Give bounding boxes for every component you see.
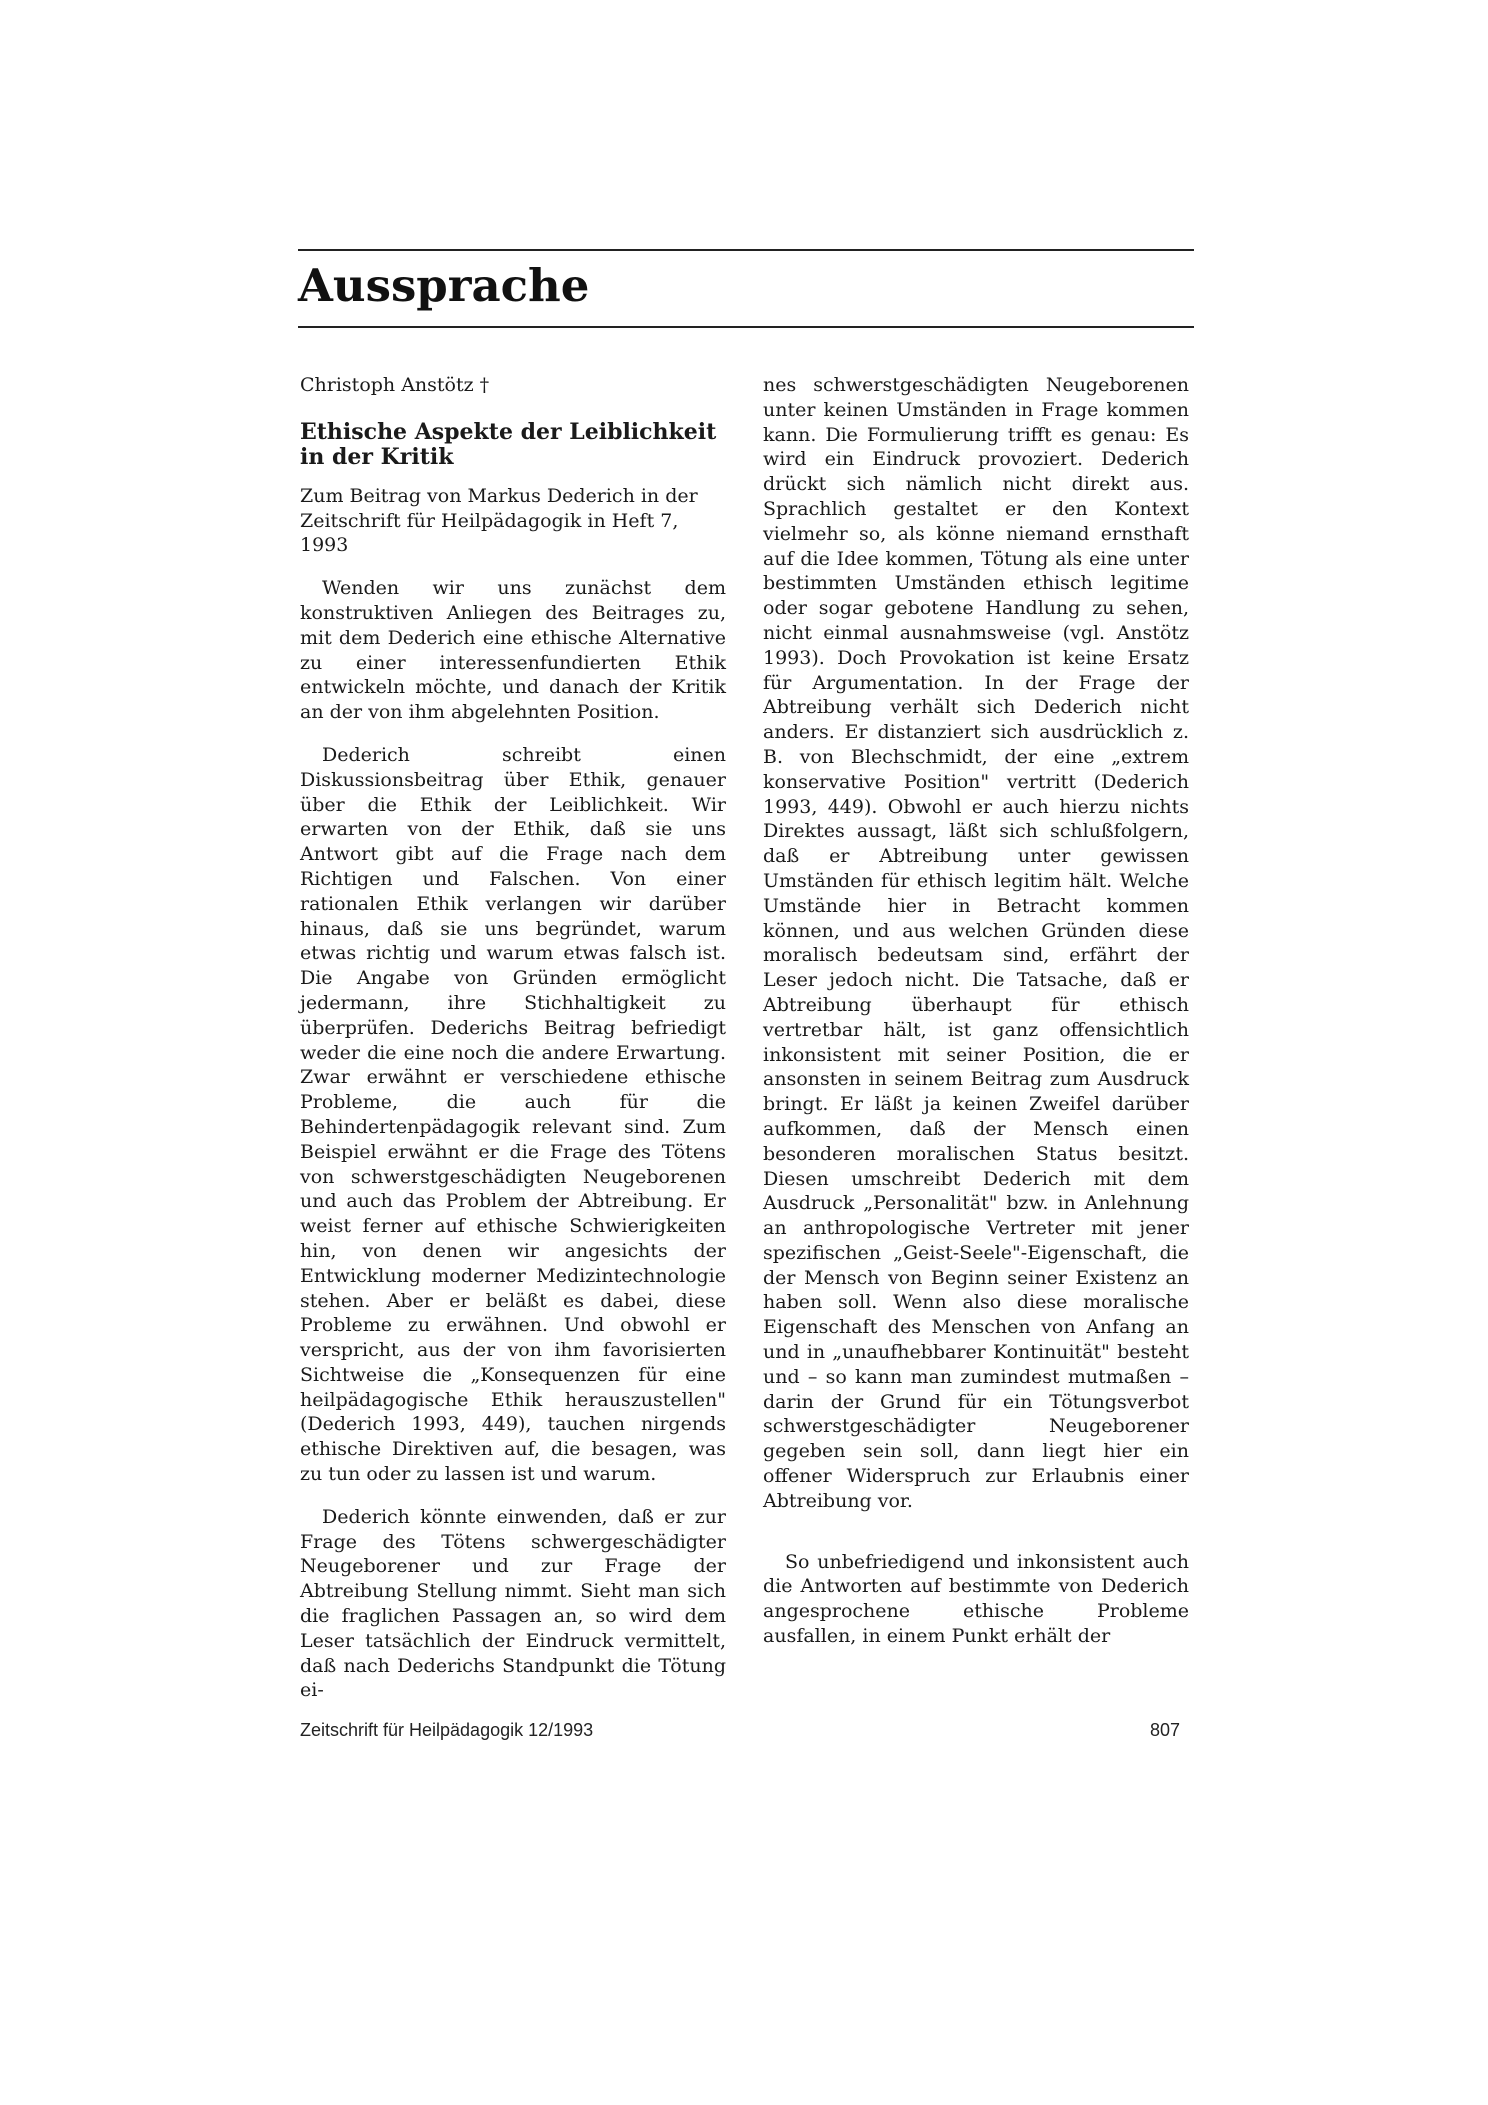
footer-journal: Zeitschrift für Heilpädagogik 12/1993 xyxy=(300,1720,594,1740)
article-subtitle: Zum Beitrag von Markus Dederich in der Zeitschrift für Heilpädagogik in Heft 7, 1993 xyxy=(300,484,698,557)
paragraph-continued: nes schwerstgeschädigten Neugeborenen unter keinen Umständen in Frage kommen kann. Die Formulierung trifft es genau: Es wird ein Eindruck provoziert. Dederich drückt sich nämlich nicht direkt aus. Sprachlich gestaltet er den Kontext vielmehr so, als könne niemand ernsthaft auf die Idee kommen, Tötung als eine unter bestimmten Umständen ethisch legitime oder sogar gebotene Handlung zu sehen, nicht einmal ausnahmsweise (vgl. Anstötz 1993). Doch Provokation ist keine Ersatz für Argumentation. In der Frage der Abtreibung verhält sich Dederich nicht anders. Er distanziert sich ausdrücklich z. B. von Blechschmidt, der eine „extrem konservative Position" vertritt (Dederich 1993, 449). Obwohl er auch hierzu nichts Direktes aussagt, läßt sich schlußfolgern, daß er Abtreibung unter gewissen Umständen für ethisch legitim hält. Welche Umstände hier in Betracht kommen können, und aus welchen Gründen diese moralisch bedeutsam sind, erfährt der Leser jedoch nicht. Die Tatsache, daß er Abtreibung überhaupt für ethisch vertretbar hält, ist ganz offensichtlich inkonsistent mit seiner Position, die er ansonsten in seinem Beitrag zum Ausdruck bringt. Er läßt ja keinen Zweifel darüber aufkommen, daß der Mensch einen besonderen moralischen Status besitzt. Diesen umschreibt Dederich mit dem Ausdruck „Personalität" bzw. in Anlehnung an anthropologische Vertreter mit jener spezifischen „Geist-Seele"-Eigenschaft, die der Mensch von Beginn seiner Existenz an haben soll. Wenn also diese moralische Eigenschaft des Menschen von Anfang an und in „unaufhebbarer Kontinuität" besteht und – so kann man zumindest mutmaßen – darin der Grund für ein Tötungsverbot schwerstgeschädigter Neugeborener gegeben sein soll, dann liegt hier ein offener Widerspruch zur Erlaubnis einer Abtreibung vor. xyxy=(763,374,1189,1512)
paragraph: Dederich schreibt einen Diskussionsbeitrag über Ethik, genauer über die Ethik der Leiblichkeit. Wir erwarten von der Ethik, daß sie uns Antwort gibt auf die Frage nach dem Richtigen und Falschen. Von einer rationalen Ethik verlangen wir darüber hinaus, daß sie uns begründet, warum etwas richtig und warum etwas falsch ist. Die Angabe von Gründen ermöglicht jedermann, ihre Stichhaltigkeit zu überprüfen. Dederichs Beitrag befriedigt weder die eine noch die andere Erwartung. Zwar erwähnt er verschiedene ethische Probleme, die auch für die Behindertenpädagogik relevant sind. Zum Beispiel erwähnt er die Frage des Tötens von schwerstgeschädigten Neugeborenen und auch das Problem der Abtreibung. Er weist ferner auf ethische Schwierigkeiten hin, von denen wir angesichts der Entwicklung moderner Medizintechnologie stehen. Aber er beläßt es dabei, diese Probleme zu erwähnen. Und obwohl er verspricht, aus der von ihm favorisierten Sichtweise die „Konsequenzen für eine heilpädagogische Ethik herauszustellen" (Dederich 1993, 449), tauchen nirgends ethische Direktiven auf, die besagen, was zu tun oder zu lassen ist und warum. xyxy=(300,743,726,1486)
left-column xyxy=(300,373,726,1721)
section-title: Aussprache xyxy=(298,259,590,312)
article-title: Ethische Aspekte der Leiblichkeit in der Kritik xyxy=(300,418,717,470)
right-column xyxy=(763,373,1189,1667)
paragraph: Dederich könnte einwenden, daß er zur Frage des Tötens schwergeschädigter Neugeborener und zur Frage der Abtreibung Stellung nimmt. Sieht man sich die fraglichen Passagen an, so wird dem Leser tatsächlich der Eindruck vermittelt, daß nach Dederichs Standpunkt die Tötung ei- xyxy=(300,1505,726,1702)
page-number: 807 xyxy=(1150,1720,1181,1740)
top-rule xyxy=(298,249,1194,251)
bottom-rule xyxy=(298,326,1194,328)
paragraph: Wenden wir uns zunächst dem konstruktiven Anliegen des Beitrages zu, mit dem Dederich eine ethische Alternative zu einer interessenfundierten Ethik entwickeln möchte, und danach der Kritik an der von ihm abgelehnten Position. xyxy=(300,577,726,724)
author-name: Christoph Anstötz † xyxy=(300,374,490,396)
paragraph: So unbefriedigend und inkonsistent auch die Antworten auf bestimmte von Dederich angesprochene ethische Probleme ausfallen, in einem Punkt erhält der xyxy=(763,1550,1189,1648)
